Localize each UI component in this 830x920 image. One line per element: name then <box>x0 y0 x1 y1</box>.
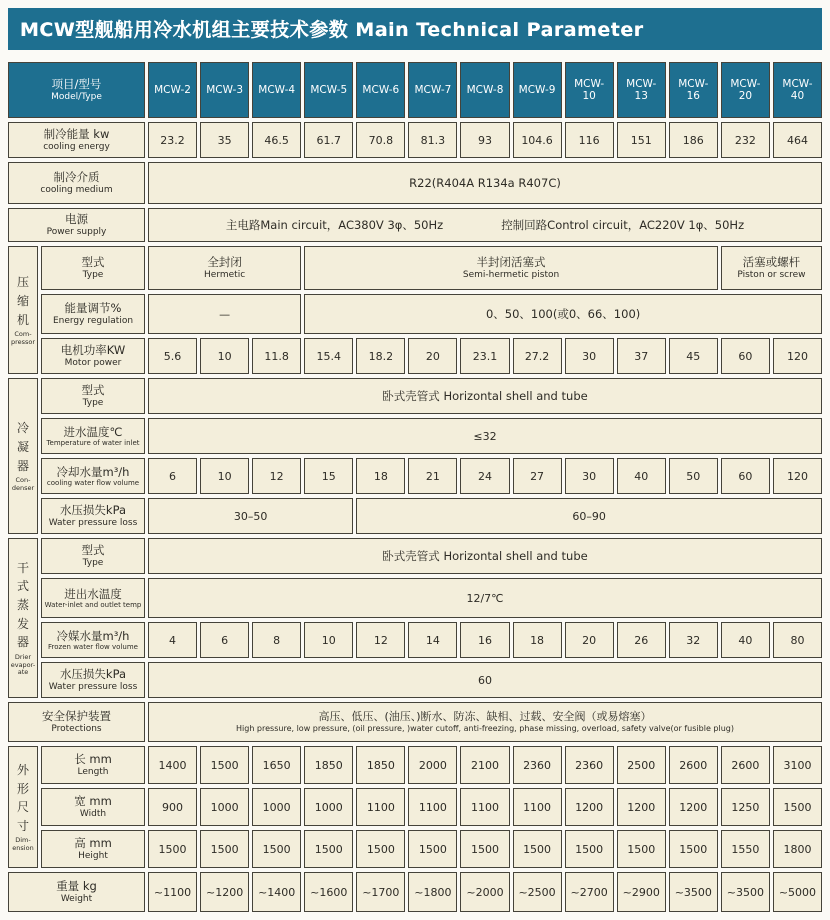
value-cell: 1100 <box>513 788 562 826</box>
value-cell: 26 <box>617 622 666 658</box>
value-cell: 1850 <box>304 746 353 784</box>
row-label-zh: 重量 kg <box>56 879 97 894</box>
row-label-en: Type <box>82 397 104 408</box>
side-label-evaporator <box>8 538 38 698</box>
compressor-rows <box>41 246 822 374</box>
row-label <box>41 294 145 334</box>
value-cell: 16 <box>460 622 509 658</box>
value-cell: 1500 <box>617 830 666 868</box>
value-cell: 30 <box>565 338 614 374</box>
value-cell: 2100 <box>460 746 509 784</box>
energy-reg-dash-cell: — <box>148 294 301 334</box>
row-label-zh: 能量调节% <box>64 301 122 316</box>
value-cell: 1500 <box>252 830 301 868</box>
side-label-en: Drier evapor-ate <box>10 652 36 677</box>
row-energy-regulation <box>41 294 822 334</box>
inout-temp-value: 12/7℃ <box>148 578 822 618</box>
value-cell: 1500 <box>408 830 457 868</box>
row-label-zh: 冷却水量m³/h <box>56 464 130 479</box>
value-cell: 104.6 <box>513 122 562 158</box>
value-cell: 464 <box>773 122 822 158</box>
row-power-supply <box>8 208 822 242</box>
row-label-zh: 长 mm <box>74 752 112 767</box>
value-cell: 1500 <box>460 830 509 868</box>
value-cell: 15.4 <box>304 338 353 374</box>
row-label-en: Energy regulation <box>52 315 134 326</box>
value-cell: 120 <box>773 338 822 374</box>
value-cell: ~5000 <box>773 872 822 912</box>
side-label-zh: 冷凝器 <box>17 421 30 473</box>
value-cell: 46.5 <box>252 122 301 158</box>
row-label-en: cooling water flow volume <box>46 479 140 488</box>
protections-value <box>148 702 822 742</box>
row-label-en: Water pressure loss <box>48 681 138 692</box>
section-compressor <box>8 246 822 374</box>
control-circuit-text: 控制回路Control circuit，AC220V 1φ、50Hz <box>501 218 745 232</box>
row-evaporator-type <box>41 538 822 574</box>
value-cell: 23.1 <box>460 338 509 374</box>
power-supply-value <box>148 208 822 242</box>
value-cell: 1100 <box>460 788 509 826</box>
row-frozen-water-flow <box>41 622 822 658</box>
value-cell: 1000 <box>252 788 301 826</box>
value-cell: 50 <box>669 458 718 494</box>
protections-en: High pressure, low pressure, (oil pressure, )water cutoff, anti-freezing, phase missing, overload, safety valve(or fusible plug) <box>236 724 734 734</box>
value-cell: 11.8 <box>252 338 301 374</box>
row-label-en: Water-inlet and outlet temp <box>44 601 142 610</box>
value-cell: ~2900 <box>617 872 666 912</box>
weight-cells <box>148 872 822 912</box>
value-cell: 1000 <box>200 788 249 826</box>
section-dimension <box>8 746 822 868</box>
row-label <box>41 498 145 534</box>
header-label-en: Model/Type <box>51 91 102 102</box>
semi-hermetic-cell <box>304 246 718 290</box>
row-label <box>41 458 145 494</box>
row-label-en: Height <box>78 850 108 861</box>
value-cell: 81.3 <box>408 122 457 158</box>
model-header-cell: MCW-5 <box>304 62 353 118</box>
model-header-cell: MCW-10 <box>565 62 614 118</box>
value-cell: 2600 <box>669 746 718 784</box>
value-cell: ~2000 <box>460 872 509 912</box>
cooling-medium-value: R22(R404A R134a R407C) <box>148 162 822 204</box>
row-width <box>41 788 822 826</box>
main-circuit-text: 主电路Main circuit，AC380V 3φ、50Hz <box>225 218 444 232</box>
value-cell: 30 <box>565 458 614 494</box>
row-cooling-medium <box>8 162 822 204</box>
value-cell: ~2700 <box>565 872 614 912</box>
cooling-water-cells <box>148 458 822 494</box>
row-label-en: Weight <box>60 893 93 904</box>
side-label-condenser <box>8 378 38 534</box>
value-cell: 8 <box>252 622 301 658</box>
row-label-zh: 冷媒水量m³/h <box>56 628 130 643</box>
value-cell: 37 <box>617 338 666 374</box>
value-cell: 1200 <box>617 788 666 826</box>
value-cell: 1200 <box>565 788 614 826</box>
model-header-cell: MCW-16 <box>669 62 718 118</box>
dimension-rows <box>41 746 822 868</box>
header-label-zh: 项目/型号 <box>51 77 102 92</box>
row-label <box>8 162 145 204</box>
model-header-cell: MCW-40 <box>773 62 822 118</box>
side-label-dimension <box>8 746 38 868</box>
value-cell: 120 <box>773 458 822 494</box>
row-cooling-water-flow <box>41 458 822 494</box>
row-label-zh: 进出水温度 <box>64 586 122 601</box>
pressure-loss-low-cell: 30–50 <box>148 498 353 534</box>
value-cell: 60 <box>721 458 770 494</box>
value-cell: 40 <box>721 622 770 658</box>
row-motor-power <box>41 338 822 374</box>
row-label-zh: 型式 <box>81 383 105 398</box>
row-length <box>41 746 822 784</box>
value-cell: 1500 <box>148 830 197 868</box>
side-label-compressor <box>8 246 38 374</box>
semi-hermetic-zh: 半封闭活塞式 <box>476 255 546 270</box>
value-cell: 14 <box>408 622 457 658</box>
value-cell: 1650 <box>252 746 301 784</box>
value-cell: ~1100 <box>148 872 197 912</box>
row-label-zh: 制冷能量 kw <box>43 127 110 142</box>
length-cells <box>148 746 822 784</box>
row-label <box>41 338 145 374</box>
value-cell: 32 <box>669 622 718 658</box>
section-condenser <box>8 378 822 534</box>
row-label-zh: 宽 mm <box>74 794 112 809</box>
value-cell: 1550 <box>721 830 770 868</box>
inlet-temp-value: ≤32 <box>148 418 822 454</box>
row-weight <box>8 872 822 912</box>
protections-zh: 高压、低压、(油压、)断水、防冻、缺相、过载、安全阀（或易熔塞） <box>318 709 652 723</box>
value-cell: 27 <box>513 458 562 494</box>
row-label <box>41 418 145 454</box>
piston-screw-cell <box>721 246 822 290</box>
value-cell: 10 <box>304 622 353 658</box>
row-inlet-temp <box>41 418 822 454</box>
row-label-en: Motor power <box>64 357 122 368</box>
row-label-en: Type <box>82 269 104 280</box>
side-label-zh: 外形尺寸 <box>17 763 30 833</box>
side-label-en: Dim-ension <box>12 836 34 853</box>
row-protections <box>8 702 822 742</box>
value-cell: 232 <box>721 122 770 158</box>
row-label <box>41 246 145 290</box>
row-label-zh: 制冷介质 <box>53 170 100 185</box>
value-cell: ~1200 <box>200 872 249 912</box>
pressure-loss-high-cell: 60–90 <box>356 498 822 534</box>
row-evaporator-pressure-loss <box>41 662 822 698</box>
row-inout-temp <box>41 578 822 618</box>
value-cell: 40 <box>617 458 666 494</box>
value-cell: 20 <box>565 622 614 658</box>
value-cell: 1500 <box>200 746 249 784</box>
row-height <box>41 830 822 868</box>
value-cell: 18.2 <box>356 338 405 374</box>
side-label-en: Com-pressor <box>10 330 36 346</box>
motor-power-cells <box>148 338 822 374</box>
value-cell: 3100 <box>773 746 822 784</box>
hermetic-zh: 全封闭 <box>207 255 242 270</box>
value-cell: ~1700 <box>356 872 405 912</box>
value-cell: 116 <box>565 122 614 158</box>
row-label-zh: 安全保护装置 <box>42 709 111 724</box>
value-cell: 1850 <box>356 746 405 784</box>
spec-table <box>8 62 822 912</box>
value-cell: 93 <box>460 122 509 158</box>
value-cell: 186 <box>669 122 718 158</box>
value-cell: 27.2 <box>513 338 562 374</box>
model-header-cells <box>148 62 822 118</box>
model-header-cell: MCW-2 <box>148 62 197 118</box>
hermetic-cell <box>148 246 301 290</box>
header-row <box>8 62 822 118</box>
side-label-en: Con-denser <box>11 476 35 492</box>
row-label <box>8 872 145 912</box>
value-cell: 1100 <box>356 788 405 826</box>
value-cell: 1800 <box>773 830 822 868</box>
value-cell: 35 <box>200 122 249 158</box>
row-compressor-type <box>41 246 822 290</box>
value-cell: 2000 <box>408 746 457 784</box>
value-cell: 1500 <box>304 830 353 868</box>
value-cell: 1200 <box>669 788 718 826</box>
value-cell: 10 <box>200 338 249 374</box>
value-cell: 5.6 <box>148 338 197 374</box>
value-cell: 60 <box>721 338 770 374</box>
row-label <box>41 538 145 574</box>
value-cell: 21 <box>408 458 457 494</box>
value-cell: 70.8 <box>356 122 405 158</box>
value-cell: ~3500 <box>669 872 718 912</box>
value-cell: 1250 <box>721 788 770 826</box>
row-label-zh: 电源 <box>65 212 88 227</box>
value-cell: ~2500 <box>513 872 562 912</box>
row-condenser-type <box>41 378 822 414</box>
side-label-zh: 压缩机 <box>17 275 30 327</box>
value-cell: 10 <box>200 458 249 494</box>
condenser-rows <box>41 378 822 534</box>
row-label-en: Temperature of water inlet <box>46 439 140 448</box>
row-label <box>41 622 145 658</box>
value-cell: 12 <box>252 458 301 494</box>
width-cells <box>148 788 822 826</box>
row-condenser-pressure-loss <box>41 498 822 534</box>
value-cell: 1500 <box>669 830 718 868</box>
value-cell: ~1800 <box>408 872 457 912</box>
value-cell: 1500 <box>356 830 405 868</box>
value-cell: 1500 <box>513 830 562 868</box>
row-label-en: Water pressure loss <box>48 517 138 528</box>
value-cell: 1500 <box>773 788 822 826</box>
value-cell: 6 <box>200 622 249 658</box>
section-evaporator <box>8 538 822 698</box>
energy-reg-value-cell: 0、50、100(或0、66、100) <box>304 294 822 334</box>
row-label <box>8 122 145 158</box>
evaporator-pressure-loss-value: 60 <box>148 662 822 698</box>
value-cell: ~1600 <box>304 872 353 912</box>
value-cell: ~3500 <box>721 872 770 912</box>
cooling-energy-cells <box>148 122 822 158</box>
row-label <box>8 702 145 742</box>
row-label-zh: 水压损失kPa <box>59 667 127 682</box>
model-header-cell: MCW-7 <box>408 62 457 118</box>
row-label-en: Type <box>82 557 104 568</box>
row-label-zh: 水压损失kPa <box>59 503 127 518</box>
value-cell: 2360 <box>565 746 614 784</box>
piston-screw-zh: 活塞或螺杆 <box>742 255 801 270</box>
row-label <box>41 830 145 868</box>
model-header-cell: MCW-4 <box>252 62 301 118</box>
model-header-cell: MCW-13 <box>617 62 666 118</box>
row-label <box>41 746 145 784</box>
value-cell: 2500 <box>617 746 666 784</box>
model-header-cell: MCW-20 <box>721 62 770 118</box>
value-cell: 1400 <box>148 746 197 784</box>
condenser-type-value: 卧式壳管式 Horizontal shell and tube <box>148 378 822 414</box>
row-label-zh: 高 mm <box>74 836 112 851</box>
model-header-cell: MCW-8 <box>460 62 509 118</box>
value-cell: ~1400 <box>252 872 301 912</box>
row-label-en: cooling medium <box>40 184 113 195</box>
value-cell: 1100 <box>408 788 457 826</box>
frozen-water-cells <box>148 622 822 658</box>
value-cell: 18 <box>513 622 562 658</box>
row-label-en: Protections <box>51 723 102 734</box>
value-cell: 6 <box>148 458 197 494</box>
side-label-zh: 干式蒸发器 <box>17 560 30 650</box>
row-label-en: Frozen water flow volume <box>48 643 138 652</box>
row-label-zh: 电机功率KW <box>60 343 126 358</box>
value-cell: 151 <box>617 122 666 158</box>
value-cell: 24 <box>460 458 509 494</box>
value-cell: 18 <box>356 458 405 494</box>
row-label <box>41 662 145 698</box>
value-cell: 1000 <box>304 788 353 826</box>
header-label-cell <box>8 62 145 118</box>
value-cell: 4 <box>148 622 197 658</box>
evaporator-rows <box>41 538 822 698</box>
row-label-zh: 型式 <box>81 543 105 558</box>
value-cell: 15 <box>304 458 353 494</box>
model-header-cell: MCW-6 <box>356 62 405 118</box>
evaporator-type-value: 卧式壳管式 Horizontal shell and tube <box>148 538 822 574</box>
height-cells <box>148 830 822 868</box>
value-cell: 1500 <box>565 830 614 868</box>
model-header-cell: MCW-3 <box>200 62 249 118</box>
semi-hermetic-en: Semi-hermetic piston <box>462 269 560 280</box>
piston-screw-en: Piston or screw <box>737 269 806 280</box>
row-label-zh: 进水温度℃ <box>63 424 123 439</box>
model-header-cell: MCW-9 <box>513 62 562 118</box>
value-cell: 2600 <box>721 746 770 784</box>
row-label-en: Power supply <box>46 226 107 237</box>
value-cell: 23.2 <box>148 122 197 158</box>
value-cell: 900 <box>148 788 197 826</box>
value-cell: 61.7 <box>304 122 353 158</box>
value-cell: 2360 <box>513 746 562 784</box>
value-cell: 1500 <box>200 830 249 868</box>
value-cell: 20 <box>408 338 457 374</box>
hermetic-en: Hermetic <box>204 269 246 280</box>
row-label-en: cooling energy <box>43 141 110 152</box>
row-label <box>41 578 145 618</box>
row-label-zh: 型式 <box>81 255 105 270</box>
row-label <box>41 788 145 826</box>
row-label <box>8 208 145 242</box>
row-cooling-energy <box>8 122 822 158</box>
row-label <box>41 378 145 414</box>
row-label-en: Length <box>77 766 109 777</box>
value-cell: 45 <box>669 338 718 374</box>
row-label-en: Width <box>79 808 107 819</box>
value-cell: 12 <box>356 622 405 658</box>
value-cell: 80 <box>773 622 822 658</box>
page-title: MCW型舰船用冷水机组主要技术参数 Main Technical Parameter <box>8 8 822 50</box>
